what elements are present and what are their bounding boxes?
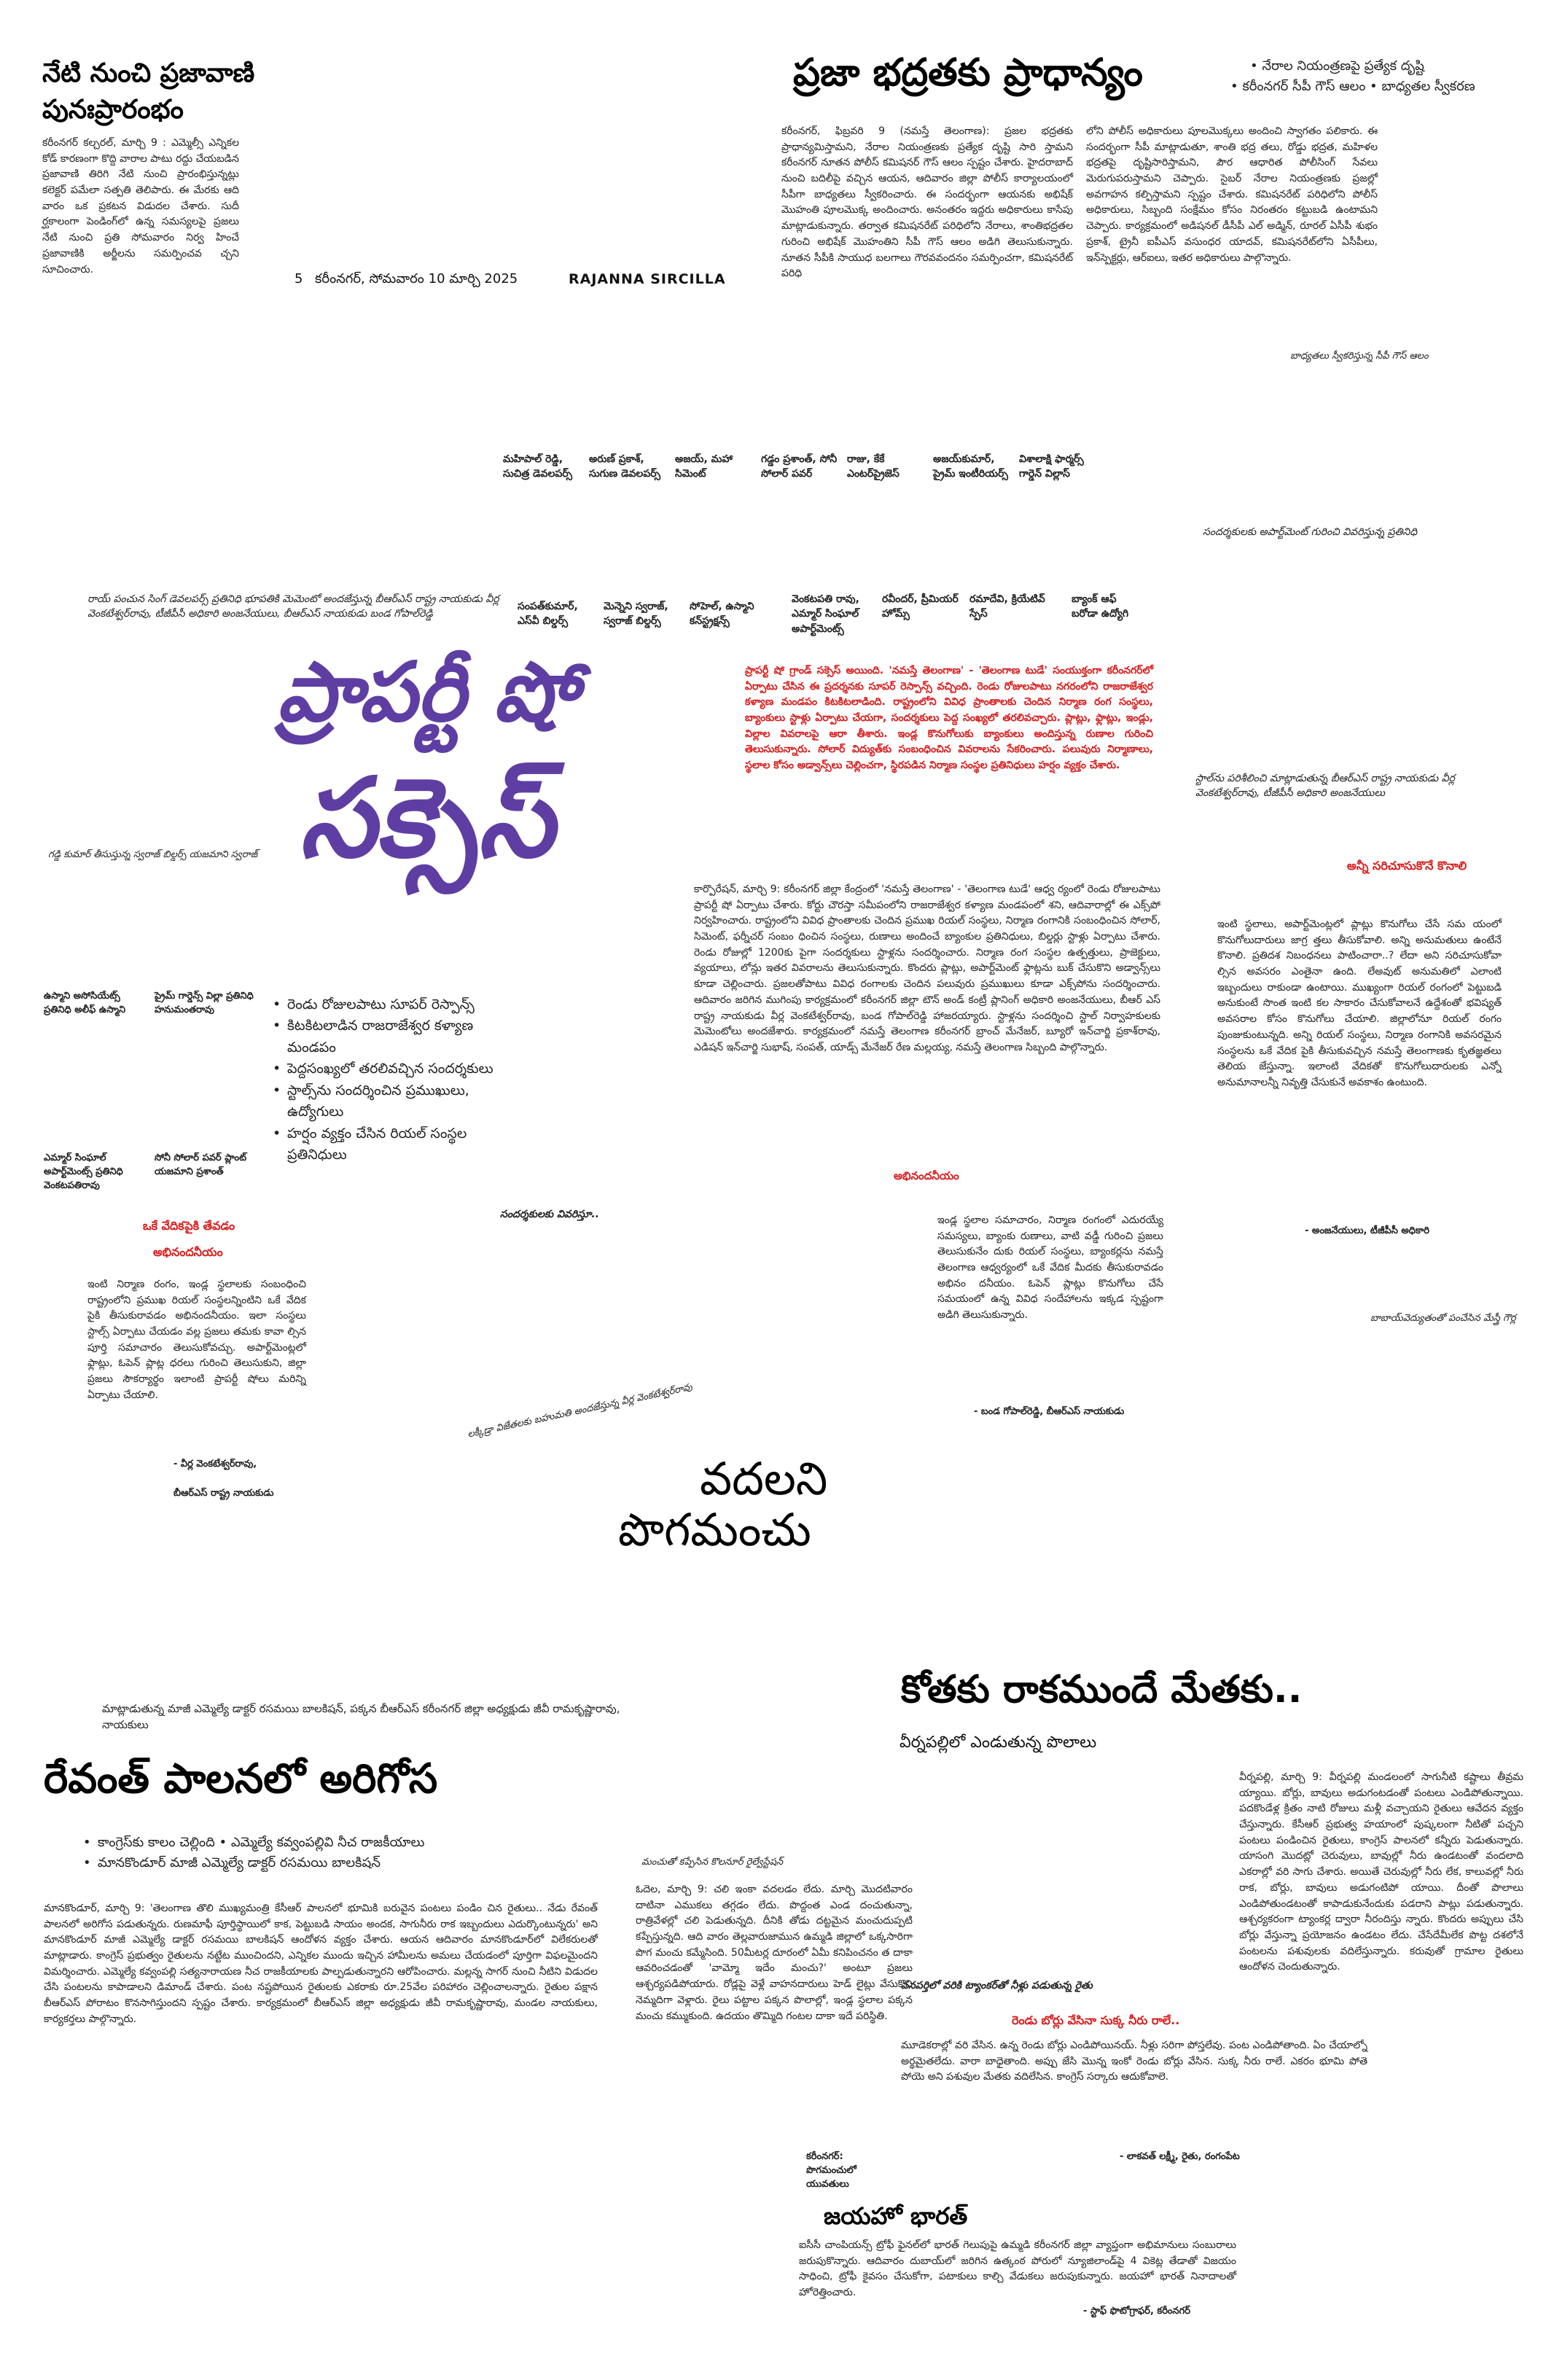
property-name-r2-5: రవీందర్, ప్రీమియర్ హోమ్స్ [882,593,959,620]
jayaho-headline: జయహో భారత్ [824,2202,968,2230]
highlight-2: • కిటకిటలాడిన రాజరాజేశ్వర కళ్యాణ మండపం [270,1015,518,1058]
property-highlights [270,994,518,1166]
property-caption-left-mid: గడ్డి కుమార్ తీసుస్తున్న స్వరాజ్ బిల్డర్స్ యజమాని స్వరాజ్ [48,849,258,860]
highlight-5: • హర్షం వ్యక్తం చేసిన రియల్ సంస్థల ప్రతినిధులు [270,1123,518,1166]
property-caption-left-low-1: ఉస్మాని అసోసియేట్స్ ప్రతినిధి అలీఫ్ ఉస్మాని [44,991,126,1015]
property-caption-top-right: సందర్శకులకు అపార్ట్‌మెంట్ గురించి వివరిస్తున్న ప్రతినిధి [1203,526,1418,538]
property-name-r2-4: వెంకటపతి రావు, ఎమ్మార్ సింఘాల్ అపార్ట్‌మెంట్స్ [792,593,859,635]
anni-title: అన్నీ సరిచూసుకొనే కొనాలి [1346,859,1467,873]
drought-box-body: మూడెకరాల్లో వరి వేసిన. ఉన్న రెండు బోర్లు ఎండిపోయినయ్. నీళ్లు సరిగా పోస్తలేవు. పంట ఎండిపోతాంది. ఏం చేయాల్నో అర్థమైతలేదు. వారా బాధైతాంది. అప్పు జేసి మొన్న ఇంకో రెండు బోర్లు వేసిన. సుక్క నీరు రాలే. ఎకరం భూమి పోతె పోయె అని పశువుల మేతకు వదిలేసిన. కాంగ్రెస్ సర్కారు ఆదుకోవాలె. [901,2040,1367,2083]
property-name-4: గడ్డం ప్రశాంత్, సోనీ సోలార్ పవర్ [761,453,838,480]
property-caption-bottom-left-1: ఎమ్మార్ సింఘాల్ అపార్ట్‌మెంట్స్ ప్రతినిధి వెంకటపతిరావు [44,1152,123,1191]
masthead-page-number: 5 [294,271,303,286]
prajavani-headline-2: పునఃప్రారంభం [42,95,184,125]
property-name-r2-6: రమాదేవి, క్రియేటివ్ స్పేస్ [969,593,1045,620]
fog-body: ఓదెల, మార్చి 9: చలి ఇంకా వదలడం లేదు. మార్చి మొదటివారం దాటినా ఎముకలు తగ్గడం లేదు. పొద్దంత ఎండ దంచుతున్నా, రాత్రివేళల్లో చలి పెడుతున్నది. దీనికి తోడు దట్టమైన మంచుదుప్పటి కప్పేస్తున్నది. ఆది వారం తెల్లవారుజామున ఉమ్మడి జిల్లాలో ఒక్కసారిగా పొగ మంచు కమ్మేసింది. 50మీటర్ల దూరంలో ఏమీ కనిపించనం త దాకా ఆవరించడంతో 'వామ్మో ఇదేం మంచు?' అంటూ ప్రజలు ఆశ్చర్యపడిపోయారు. రోడ్లపై వెళ్లే వాహనదారులు హెడ్ లైట్లు వేసుకొని నెమ్మదిగా వెళ్లారు. రైలు పట్టాల పక్కన పొలాల్లో, ఇండ్ల స్థలాల పక్కన మంచు కమ్ముకుంది. ఉదయం తొమ్మిది గంటల దాకా ఇదే పరిస్థితి. [636,1884,913,2022]
revanth-bullets [80,1833,590,1873]
security-col-1: కరీంనగర్, ఫిబ్రవరి 9 (నమస్తే తెలంగాణ): ప్రజల భద్రతకు ప్రాధాన్యమిస్తామని, నేరాల నియంత్రణకు ప్రత్యేక దృష్టి సారి స్తామని కరీంనగర్ నూతన పోలీస్ కమిషనర్ గౌస్ ఆలం స్పష్టం చేశారు. హైదరాబాద్ నుంచి బదిలీపై వచ్చిన ఆయన, ఆదివారం జిల్లా పోలీస్ కార్యాలయంలో సీపీగా బాధ్యతలు స్వీకరించారు. ఈ సందర్భంగా ఆయనకు అభిషేక్ మొహంతి పూలమొక్క అందించారు. అనంతరం ఇద్దరు అధికారులు కాసేపు మాట్లాడుకున్నారు. తర్వాత కమిషనరేట్ పరిధిలోని నేరాలు, శాంతిభద్రతల గురించి అభిషేక్ మొహంతిని సీపీ గౌస్ ఆలం అడిగి తెలుసుకున్నారు. నూతన సీపీకి సాయుధ బలగాలు గౌరవవందనం సమర్పించగా, కమిషనరేట్ పరిధి [781,125,1073,280]
property-name-6: అజయ్‌కుమార్, ప్రైమ్ ఇంటీరియర్స్ [933,453,1008,480]
revanth-body: మానకొండూర్, మార్చి 9: 'తెలంగాణ తొలి ముఖ్యమంత్రి కేసీఆర్ పాలనలో భూమికి బరువైన పంటలు పండిం చిన రైతులు.. నేడు రేవంత్ పాలనలో అరిగోస పడుతున్నరు. రుణమాఫీ పూర్తిస్థాయిలో కాక, పెట్టుబడి సాయం అందక, సాగునీరు రాక ఇబ్బందులు ఎదుర్కొంటున్నరు' అని మానకొండూర్ మాజీ ఎమ్మెల్యే డాక్టర్ రసమయి బాలకిషన్ ఆందోళన వ్యక్తం చేశారు. ఆయన ఆదివారం మానకొండూర్‌లో విలేకరులతో మాట్లాడారు. కాంగ్రెస్ ప్రభుత్వం రైతులను నట్టేట ముంచిందని, ఎన్నికల ముందు ఇచ్చిన హామీలను అమలు చేయడంలో పూర్తిగా విఫలమైందని విమర్శించారు. ఎమ్మెల్యే కవ్వంపల్లి సత్యనారాయణ నీచ రాజకీయాలకు పాల్పడుతున్నారని ఆరోపించారు. మల్లన్న సాగర్ నుంచి నీటిని విడుదల చేసి పంటలను కాపాడాలని డిమాండ్ చేశారు. పంట నష్టపోయిన రైతులకు ఎకరాకు రూ.25వేల పరిహారం చెల్లించాలన్నారు. రైతుల పక్షాన బీఆర్‌ఎస్ పోరాటం కొనసాగిస్తుందని స్పష్టం చేశారు. కార్యక్రమంలో బీఆర్‌ఎస్ జిల్లా అధ్యక్షుడు జీవీ రామకృష్ణారావు, మండల నాయకులు, కార్యకర్తలు పాల్గొన్నారు. [44,1903,598,2025]
security-photo-caption: బాధ్యతలు స్వీకరిస్తున్న సీపీ గౌస్ ఆలం [1290,351,1429,362]
abhinandana-signature: - బండ గోపాల్‌రెడ్డి, బీఆర్‌ఎస్ నాయకుడు [974,1406,1125,1417]
property-caption-bottom-left-2: సోనీ సోలార్ పవర్ ప్లాంట్ యజమాని ప్రశాంత్ [155,1152,247,1177]
prajavani-headline-1: నేటి నుంచి ప్రజావాణి [42,58,255,88]
revanth-kicker: మాట్లాడుతున్న మాజీ ఎమ్మెల్యే డాక్టర్ రసమయి బాలకిషన్, పక్కన బీఆర్‌ఎస్ కరీంనగర్ జిల్లా అధ్యక్షుడు జీవీ రామకృష్ణారావు, నాయకులు [102,1702,620,1731]
fog-title-line-2: పొగమంచు [618,1503,811,1556]
property-name-2: అరుణ్ ప్రకాశ్, సుగుణ డెవలపర్స్ [589,453,661,480]
prajavani-body: కరీంనగర్ కల్చరల్, మార్చి 9 : ఎమ్మెల్సీ ఎన్నికల కోడ్ కారణంగా కొద్ది వారాల పాటు రద్దు చేయబడిన ప్రజావాణి తిరిగి నేటి నుంచి ప్రారంభిస్తున్నట్లు కలెక్టర్ పమేలా సత్పతి తెలిపారు. ఈ మేరకు ఆది వారం ఒక ప్రకటన విడుదల చేశారు. సుదీ ర్ఘకాలంగా పెండింగ్‌లో ఉన్న సమస్యలపై ప్రజలు నేటి నుంచి ప్రతి సోమవారం నిర్వ హించే ప్రజావాణికి అర్జీలను సమర్పించవ చ్చని సూచించారు. [42,137,239,276]
oke-title-1: ఒకే వేదికపైకి తేవడం [143,1219,235,1233]
property-title-line-2: సక్సెస్ [299,755,554,882]
oke-signature-2: బీఆర్‌ఎస్ రాష్ట్ర నాయకుడు [173,1488,274,1499]
property-name-r2-2: మెన్నెని స్వరాజ్, స్వరాజ్ బిల్డర్స్ [604,601,668,628]
property-main-body: కార్పొరేషన్, మార్చి 9: కరీంనగర్ జిల్లా కేంద్రంలో 'నమస్తే తెలంగాణ' - 'తెలంగాణ టుడే' ఆధ్వ ర్యంలో రెండు రోజులపాటు ప్రాపర్టీ షో ఏర్పాటు చేశారు. కోర్టు చౌరస్తా సమీపంలోని రాజరాజేశ్వర కళ్యాణ మండపంలో శని, ఆదివారాల్లో ఈ ఎక్స్‌పో నిర్వహించారు. రాష్ట్రంలోని వివిధ ప్రాంతాలకు చెందిన ప్రముఖ రియల్ సంస్థలు, నిర్మాణ రంగానికి సంబంధించిన సోలార్, సిమెంట్, ఫర్నీచర్ సంబం ధించిన సంస్థలు, రుణాలు అందించే బ్యాంకుల ప్రతినిధులు, బిల్డర్లు స్టాళ్లు ఏర్పాటు చేశారు. రెండు రోజుల్లో 1200కు పైగా సందర్శకులు స్టాళ్లను సందర్శించారు. నిర్మాణ రంగ సంస్థల ఉత్పత్తులు, ప్రాజెక్టులు, వ్యయాలు, లోన్లు ఇతర వివరాలను తెలుసుకున్నారు. కొందరు ప్లాట్లు, అపార్ట్‌మెంట్ ఫ్లాట్లను బుక్ చేసుకొని అడ్వాన్స్‌లు కూడా చెల్లించారు. ప్రజలతోపాటు వివిధ రంగాలకు చెందిన పలువురు ప్రముఖులు కూడా ఎక్స్‌పోను సందర్శించారు. ఆదివారం జరిగిన ముగింపు కార్యక్రమంలో కరీంనగర్ జిల్లా టౌన్ అండ్ కంట్రీ ప్లానింగ్ అధికారి అంజనేయులు, బీఆర్ ఎస్ రాష్ట్ర నాయకుడు వీర్ల వెంకటేశ్వర్‌రావు, బండ గోపాల్‌రెడ్డి హాజరయ్యారు. స్టాళ్లను సందర్శించి స్టాల్ నిర్వాహకులకు మెమెంటోలు అందజేశారు. కార్యక్రమంలో నమస్తే తెలంగాణ కరీంనగర్ బ్రాంచ్ మేనేజర్, బ్యూరో ఇన్‌చార్జి ప్రకాశ్‌రావు, ఎడిషన్ ఇన్‌చార్జి సుభాష్, సంపత్, యాడ్స్ మేనేజర్ రేణ మల్లయ్య, నమస్తే తెలంగాణ సిబ్బంది పాల్గొన్నారు. [694,883,1160,1053]
property-caption-top-left: రాయ్ పంచున సింగ్ డెవలపర్స్ ప్రతినిధి భూపతికి మెమెంటో అందజేస్తున్న బీఆర్‌ఎస్ రాష్ట్ర నాయకుడు వీర్ల వెంకటేశ్వర్‌రావు, టీజీపీసీ అధికారి అంజనేయులు, బీఆర్‌ఎస్ నాయకుడు బండ గోపాల్‌రెడ్డి [87,593,499,620]
property-caption-left-low-2: ప్రైమ్ గార్డెన్స్ విల్లా ప్రతినిధి హనుమంతరావు [155,991,254,1015]
drought-headline: కోతకు రాకముందే మేతకు.. [901,1668,1303,1712]
property-caption-right-low: బాబాయ్‌వెద్యుతంతో పంచేసిన మేస్త్రీ గౌర్ల [1370,1313,1516,1324]
highlight-3: • పెద్దసంఖ్యలో తరలివచ్చిన సందర్శకులు [270,1058,518,1080]
revanth-bullet-2: • మానకొండూర్ మాజీ ఎమ్మెల్యే డాక్టర్ రసమయి బాలకిషన్ [80,1853,590,1873]
revanth-headline: రేవంత్ పాలనలో అరిగోస [44,1755,438,1803]
fog-title-line-1: వదలని [700,1452,828,1505]
highlight-1: • రెండు రోజులపాటు సూపర్ రెస్పాన్స్ [270,994,518,1015]
masthead-dateline: కరీంనగర్, సోమవారం 10 మార్చి 2025 [315,271,518,286]
abhinandana-body: ఇండ్ల స్థలాల సమాచారం, నిర్మాణ రంగంలో ఎదురయ్యే సమస్యలు, బ్యాంకు రుణాలు, వాటి వడ్డీ గురించి ప్రజలు తెలుసుకునేం దుకు రియల్ సంస్థలు, బ్యాంకర్లను నమస్తే తెలంగాణ ఆధ్వర్యంలో ఒకే వేదిక మీదకు తీసుకురావడం అభినం దనీయం. ఓపెన్ ప్లాట్లు కొనుగోలు చేసే సమయంలో ఉన్న వివిధ సందేహాలను ఇక్కడ స్పష్టంగా అడిగి తెలుసుకున్నారు. [937,1214,1163,1322]
property-name-5: రాజు, కేకే ఎంటర్‌ప్రైజెస్ [847,453,900,480]
property-caption-bottom-center: సందర్శకులకు వివరిస్తూ.. [500,1209,599,1220]
jayaho-body: ఐసీసీ చాంపియన్స్ ట్రోఫీ ఫైనల్‌లో భారత్ గెలుపుపై ఉమ్మడి కరీంనగర్ జిల్లా వ్యాప్తంగా అభిమానులు సంబురాలు జరుపుకొన్నారు. ఆదివారం దుబాయ్‌లో జరిగిన ఉత్కంఠ పోరులో న్యూజిలాండ్‌పై 4 వికెట్ల తేడాతో విజయం సాధించి, ట్రోఫీ కైవసం చేసుకోగా, పటాకులు కాల్చి వేడుకలు జరుపుకున్నారు. జయహో భారత్ నినాదాలతో హోరెత్తించారు. [799,2239,1236,2299]
masthead-edition: RAJANNA SIRCILLA [569,271,726,287]
drought-box-head: రెండు బోర్లు వేసినా సుక్క నీరు రాలే.. [1012,2013,1180,2027]
property-title-line-1: ప్రాపర్టీ షో [277,645,577,740]
fog-side-caption: కరీంనగర్: పొగమంచులో యువతులు [806,2151,856,2190]
property-names-row-1 [503,452,1159,488]
oke-title-2: అభినందనీయం [153,1245,223,1259]
drought-body: వీర్నపల్లి, మార్చి 9: వీర్నపల్లి మండలంలో సాగునీటి కష్టాలు తీవ్రమ య్యాయి. బోర్లు, బావులు అడుగంటడంతో పంటలు ఎండిపోతున్నాయి. పదకొండేళ్ల క్రితం నాటి రోజులు మళ్లీ వచ్చాయని రైతులు ఆవేదన వ్యక్తం చేస్తున్నారు. కేసీఆర్ ప్రభుత్వ హయాంలో పుష్కలంగా నీటితో పచ్చని పంటలు పండించిన రైతులు, కాంగ్రెస్ పాలనలో కన్నీరు పెడుతున్నారు. యాసంగి మొదట్లో చెరువులు, బావుల్లో నీరు ఉండటంతో వందలాది ఎకరాల్లో వరి సాగు చేశారు. అయితే చెరువుల్లో నీరు లేక, కాలువల్లో నీరు రాక, బోర్లు, బావులు అడుగంటిపో యాయి. దీంతో పొలాలు ఎండిపోతుండటంతో కాపాడుకునేందుకు పడరాని పాట్లు పడుతున్నారు. ఆశ్చర్యకరంగా ట్యాంకర్ల ద్వారా నీరందిస్తు న్నారు. కొందరు అప్పులు చేసి బోర్లు వేస్తున్నా ప్రయోజనం ఉండటం లేదు. చేసేదేమీలేక పొట్ట దశలోనే పంటలను పశువులకు వదిలేస్తున్నారు. కరువుతో గ్రామాల రైతులు ఆందోళన చెందుతున్నారు. [1239,1771,1523,1973]
oke-signature-1: - వీర్ల వెంకటేశ్వర్‌రావు, [173,1459,257,1470]
security-kicker-2: • కరీంనగర్ సీపీ గౌస్ ఆలం • బాధ్యతల స్వీకరణ [1230,79,1475,94]
property-name-1: మహిపాల్ రెడ్డి, సుచిత్ర డెవలపర్స్ [503,453,573,480]
anni-body: ఇంటి స్థలాలు, అపార్ట్‌మెంట్లలో ప్లాట్లు కొనుగోలు చేసే సమ యంలో కొనుగోలుదారులు జాగ్ర త్తలు తీసుకోవాలి. అన్ని అనుమతులు ఉంటేనే కొనాలి. ప్రతిదశ నిబంధనలు పాటించారా..? లేదా అని సరిచూసుకోవా ల్సిన అవసరం ఎంతైనా ఉంది. లేఅవుట్ అనుమతిలో ఎలాంటి ఇబ్బందులు రాకుండా ఉంటాయి. ముఖ్యంగా రియల్ రంగంలో పెట్టుబడి అనుకుంటే సొంత ఇంటి కల సాకారం చేసుకోవాలనే ఉద్దేశంతో భవిష్యత్ అవసరాల కోసం కొనుగోలు చేయాలి. జిల్లాలోనూ రియల్ రంగం పుంజుకుంటున్నది. అన్ని రియల్ సంస్థలు, నిర్మాణ రంగానికి అవసరమైన సంస్థలను ఒకే వేదిక పైకి తీసుకువచ్చిన నమస్తే తెలంగాణకు కృతజ్ఞతలు తెలియ జేస్తున్నా. ఇలాంటి వేదికతో కొనుగోలుదారులకు ఎన్నో అనుమానాలన్నీ నివృత్తి చేసుకునే అవకాశం ఉంటుంది. [1217,918,1502,1088]
property-caption-right-mid: స్టాల్‌ను పరిశీలించి మాట్లాడుతున్న బీఆర్‌ఎస్ రాష్ట్ర నాయకుడు వీర్ల వెంకటేశ్వర్‌రావు, టీజీపీసీ అధికారి అంజనేయులు [1195,773,1455,800]
property-name-r2-1: సంపత్‌కుమార్, ఎస్‌వీ బిల్డర్స్ [518,601,578,628]
property-name-7: విశాలాక్షి ఫార్మర్స్ గార్డెన్ విల్లాస్ [1019,453,1084,480]
drought-subhead: వీర్నపల్లిలో ఎండుతున్న పొలాలు [900,1733,1097,1752]
property-intro: ప్రాపర్టీ షో గ్రాండ్ సక్సెస్ అయింది. 'నమస్తే తెలంగాణ' - 'తెలంగాణ టుడే' సంయుక్తంగా కరీంనగర్‌లో ఏర్పాటు చేసిన ఈ ప్రదర్శనకు సూపర్ రెస్పాన్స్ వచ్చింది. రెండు రోజులపాటు నగరంలోని రాజరాజేశ్వర కళ్యాణ మండపం కిటకిటలాడింది. రాష్ట్రంలోని వివిధ ప్రాంతాలకు చెందిన నిర్మాణ రంగ సంస్థలు, బ్యాంకులు స్టాళ్లు ఏర్పాటు చేయగా, సందర్శకులు పెద్ద సంఖ్యలో తరలివచ్చారు. ప్లాట్లు, ఫ్లాట్లు, ఇండ్లు, విల్లాల వివరాలపై ఆరా తీశారు. ఇండ్ల కొనుగోలుకు బ్యాంకులు అందిస్తున్న రుణాల గురించి తెలుసుకున్నారు. సోలార్ విద్యుత్‌కు సంబంధించిన వివరాలను సేకరించారు. పలువురు నిర్మాణాలు, స్థలాల కోసం అడ్వాన్స్‌లు చెల్లించగా, స్థిరపడిన నిర్మాణ సంస్థల ప్రతినిధులు హర్షం వ్యక్తం చేశారు. [745,665,1153,772]
jayaho-signature: - స్టాఫ్ ఫొటోగ్రాఫర్, కరీంనగర్ [1083,2306,1190,2317]
security-col-2: లోని పోలీస్ అధికారులు పూలమొక్కలు అందించి స్వాగతం పలికారు. ఈ సందర్భంగా సీపీ మాట్లాడుతూ, శాంతి భద్ర తలు, రోడ్డు భద్రత, మహిళల భద్రతపై దృష్టిసారిస్తామని, పౌర ఆధారిత పోలీసింగ్ సేవలు మెరుగుపరుస్తామని చెప్పారు. సైబర్ నేరాల నియంత్రణకు ప్రజల్లో అవగాహన కల్పిస్తామని స్పష్టం చేశారు. కమిషనరేట్ పరిధిలోని పోలీస్ అధికారులు, సిబ్బంది సంక్షేమం కోసం నిరంతరం కట్టుబడి ఉంటామని చెప్పారు. కార్యక్రమంలో అడిషనల్ డీసీపీ ఎల్ అడ్మిన్, రూరల్ ఏసీపీ శుభం ప్రకాశ్, ట్రైనీ ఐపీఎస్ వసుంధర యాదవ్, కమిషనరేట్‌లోని ఏసీపీలు, ఇన్‌స్పెక్టర్లు, ఆర్ఐలు, ఇతర అధికారులు పాల్గొన్నారు. [1086,125,1378,264]
drought-box-signature: - లాకవత్ లక్ష్మీ, రైతు, రంగంపేట [1120,2151,1240,2162]
security-headline: ప్రజా భద్రతకు ప్రాధాన్యం [793,51,1143,95]
oke-body: ఇంటి నిర్మాణ రంగం, ఇండ్ల స్థలాలకు సంబంధించి రాష్ట్రంలోని ప్రముఖ రియల్ సంస్థలన్నింటిని ఒకే వేదిక పైకి తీసుకురావడం అభినందనీయం. ఇలా సంస్థలు స్టాల్స్ ఏర్పాటు చేయడం వల్ల ప్రజలు తమకు కావా ల్సిన పూర్తి సమాచారం తెలుసుకోవచ్చు. అపార్ట్‌మెంట్లలో ఫ్లాట్లు, ఓపెన్ ప్లాట్ల ధరలు గురించి తెలుసుకుని, జిల్లా ప్రజలు సౌకర్యార్థం ఇలాంటి ప్రాపర్టీ షోలు మరిన్ని ఏర్పాటు చేయాలి. [87,1279,306,1401]
drought-caption-2: వనపర్తిలో వరికి ట్యాంకర్‌తో నీళ్లు పడుతున్న రైతు [901,1980,1093,1991]
property-name-r2-3: సోహెల్, ఉస్మాని కన్‌స్ట్రక్షన్స్ [690,601,754,628]
security-kicker-1: • నేరాల నియంత్రణపై ప్రత్యేక దృష్టి [1250,58,1424,74]
property-name-3: అజయ్, మహా సిమెంట్ [675,453,733,480]
abhinandana-title: అభినందనీయం [894,1169,959,1182]
revanth-bullet-1: • కాంగ్రెస్‌కు కాలం చెల్లింది • ఎమ్మెల్యే కవ్వంపల్లివి నీచ రాజకీయాలు [80,1833,590,1853]
fog-photo-caption: మంచుతో కప్పేసిన కొలనూర్ రైల్వేస్టేషన్ [641,1857,784,1868]
property-caption-diagonal: లక్కీడ్రా విజేతలకు బహుమతి అందజేస్తున్న వీర్ల వెంకటేశ్వర్‌రావు [467,1381,694,1440]
anni-signature: - అంజనేయులు, టీజీపీసీ అధికారి [1305,1225,1429,1236]
highlight-4: • స్టాల్స్‌ను సందర్శించిన ప్రముఖులు, ఉద్యోగులు [270,1080,518,1123]
property-name-r2-7: బ్యాంక్ ఆఫ్ బరోడా ఉద్యోగి [1072,593,1129,620]
